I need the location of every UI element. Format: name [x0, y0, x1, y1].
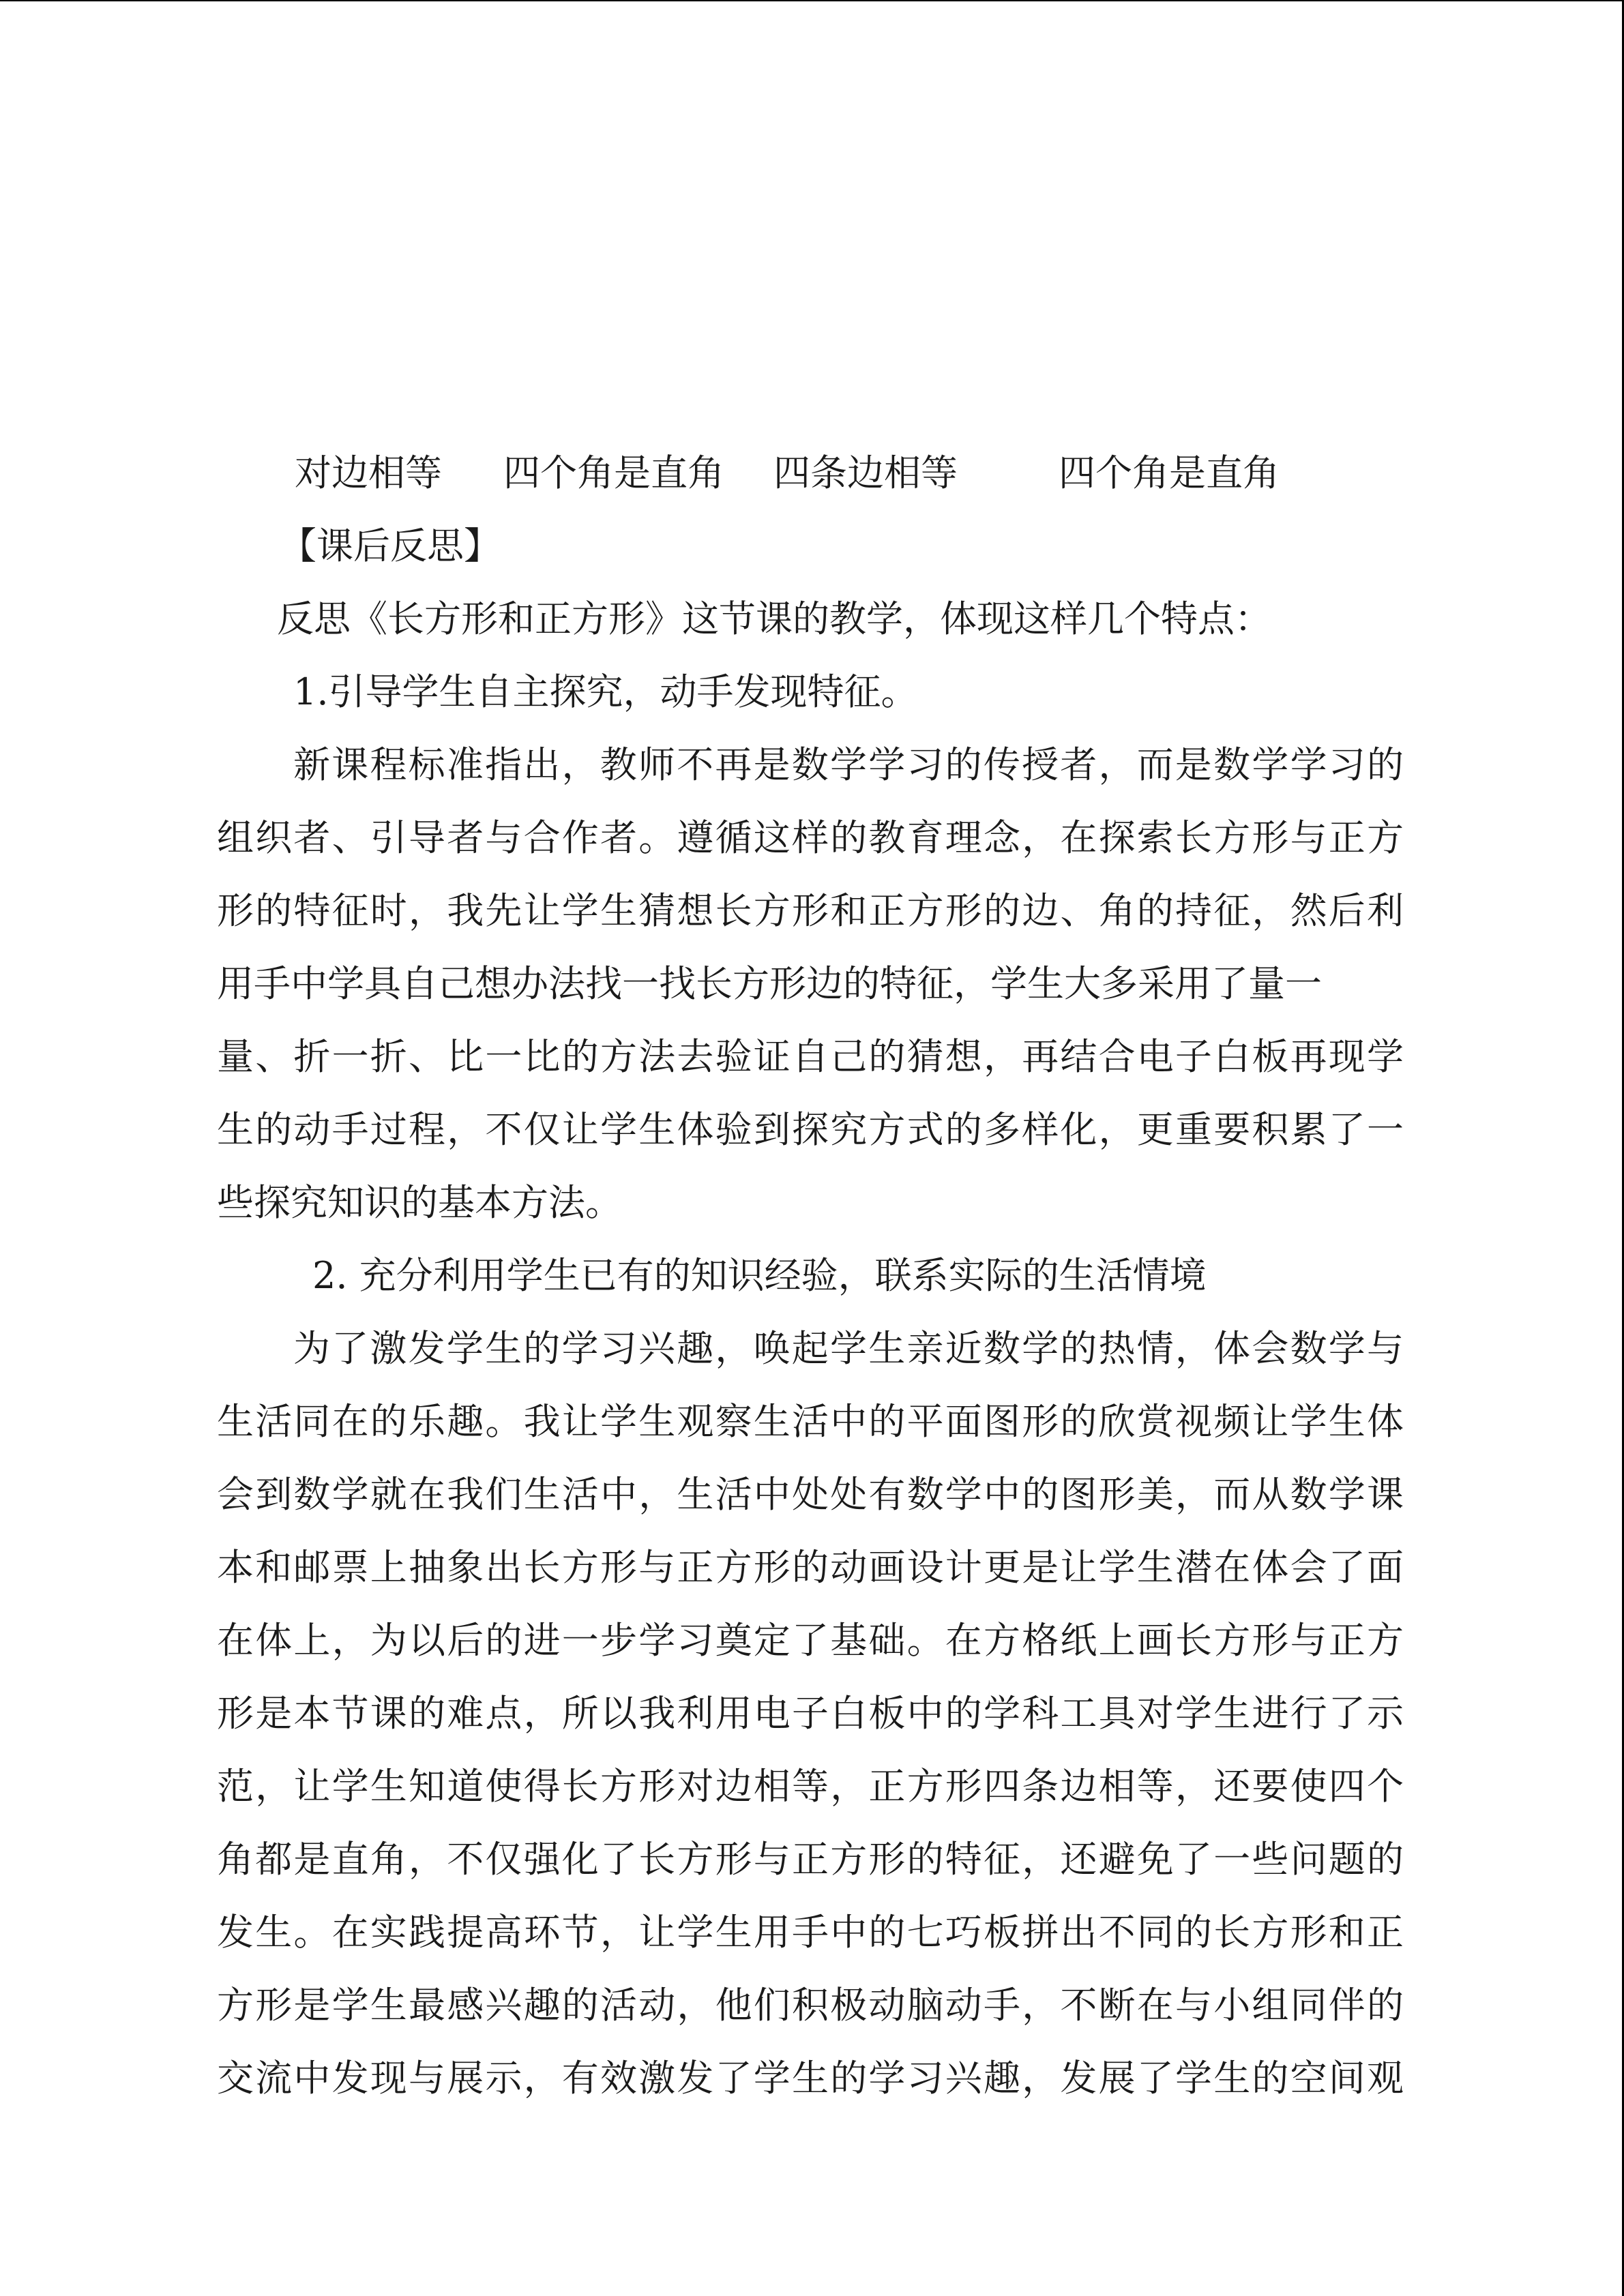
- paragraph-line: 交流中发现与展示，有效激发了学生的学习兴趣，发展了学生的空间观: [217, 2057, 1404, 2100]
- feature-label: 对边相等: [295, 451, 442, 494]
- paragraph-line: 生的动手过程，不仅让学生体验到探究方式的多样化，更重要积累了一: [217, 1108, 1404, 1151]
- paragraph-line: 范，让学生知道使得长方形对边相等，正方形四条边相等，还要使四个: [217, 1765, 1404, 1808]
- feature-label: 四个角是直角: [503, 451, 724, 494]
- paragraph-line: 方形是学生最感兴趣的活动，他们积极动脑动手，不断在与小组同伴的: [217, 1984, 1404, 2027]
- feature-label: 四个角是直角: [1059, 451, 1280, 494]
- paragraph-line: 在体上，为以后的进一步学习奠定了基础。在方格纸上画长方形与正方: [217, 1619, 1404, 1662]
- paragraph-line: 会到数学就在我们生活中，生活中处处有数学中的图形美，而从数学课: [217, 1473, 1404, 1516]
- paragraph-line: 本和邮票上抽象出长方形与正方形的动画设计更是让学生潜在体会了面: [217, 1546, 1404, 1589]
- paragraph-line: 为了激发学生的学习兴趣，唤起学生亲近数学的热情，体会数学与: [293, 1327, 1404, 1370]
- paragraph-line: 量、折一折、比一比的方法去验证自己的猜想，再结合电子白板再现学: [217, 1035, 1404, 1078]
- section-heading: 【课后反思】: [280, 524, 501, 567]
- paragraph-line: 新课程标准指出，教师不再是数学学习的传授者，而是数学学习的: [293, 743, 1404, 786]
- paragraph-line: 生活同在的乐趣。我让学生观察生活中的平面图形的欣赏视频让学生体: [217, 1400, 1404, 1443]
- point-2-title: 2. 充分利用学生已有的知识经验，联系实际的生活情境: [312, 1254, 1207, 1297]
- paragraph-line: 组织者、引导者与合作者。遵循这样的教育理念，在探索长方形与正方: [217, 816, 1404, 859]
- paragraph-line: 形的特征时，我先让学生猜想长方形和正方形的边、角的持征，然后利: [217, 889, 1404, 932]
- paragraph-line: 些探究知识的基本方法。: [217, 1181, 622, 1224]
- document-body: [217, 436, 1404, 2115]
- page-border-top: [0, 0, 1624, 1]
- intro-paragraph: 反思《长方形和正方形》这节课的教学，体现这样几个特点：: [277, 597, 1271, 640]
- point-1-title: 1.引导学生自主探究，动手发现特征。: [293, 670, 918, 713]
- feature-label: 四条边相等: [773, 451, 958, 494]
- paragraph-line: 发生。在实践提高环节，让学生用手中的七巧板拼出不同的长方形和正: [217, 1911, 1404, 1954]
- paragraph-line: 形是本节课的难点，所以我利用电子白板中的学科工具对学生进行了示: [217, 1692, 1404, 1735]
- paragraph-line: 用手中学具自己想办法找一找长方形边的特征，学生大多采用了量一: [217, 962, 1322, 1005]
- paragraph-line: 角都是直角，不仅强化了长方形与正方形的特征，还避免了一些问题的: [217, 1838, 1404, 1881]
- features-row: [217, 436, 1404, 509]
